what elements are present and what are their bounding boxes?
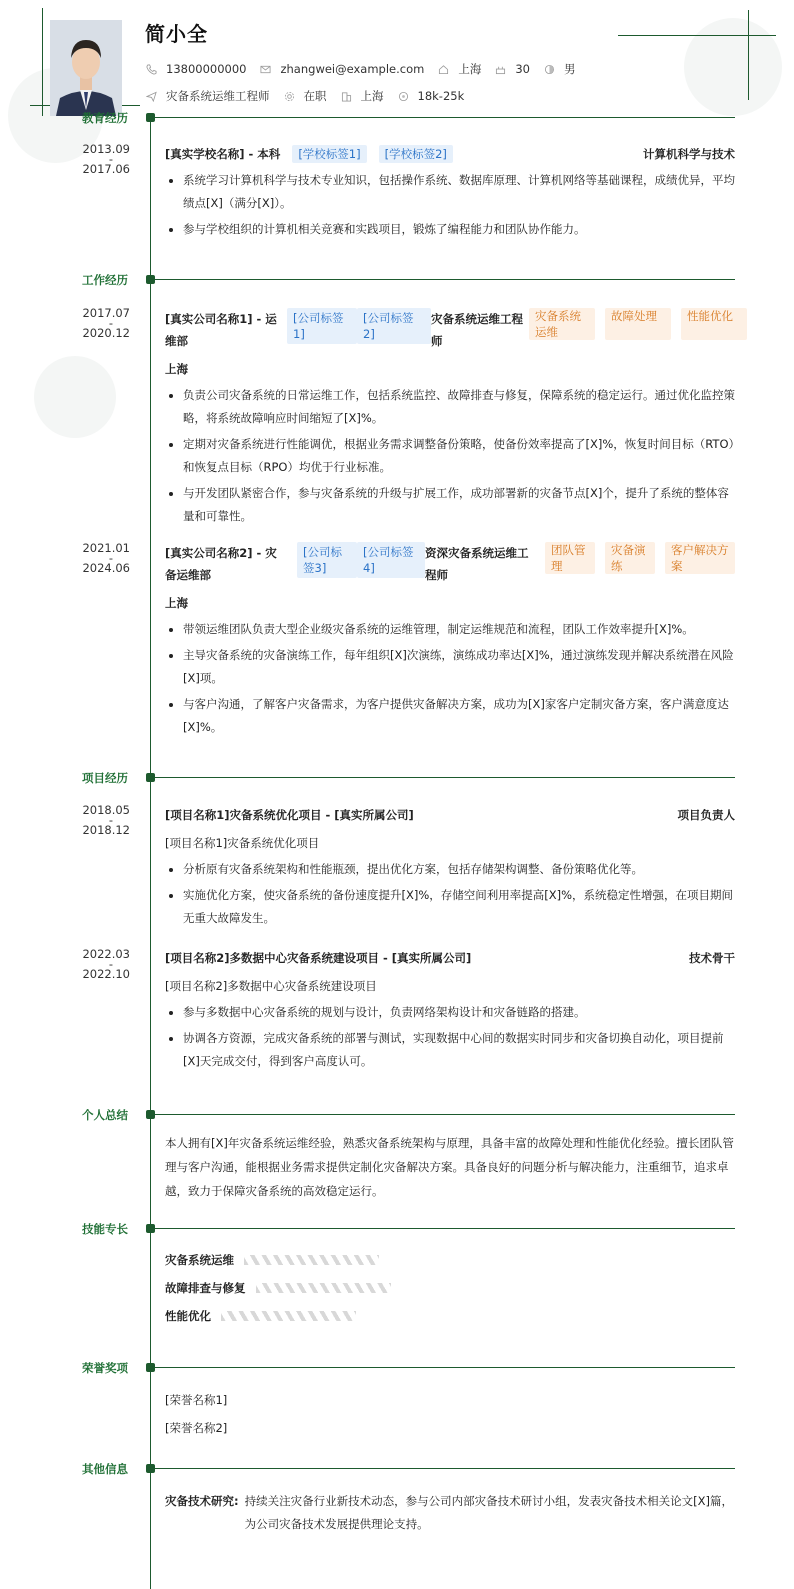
end-date: 2018.12 [82, 823, 130, 837]
summary-text: 本人拥有[X]年灾备系统运维经验，熟悉灾备系统架构与原理，具备丰富的故障处理和性能优化经验。擅长团队管理与客户沟通，能根据业务需求提供定制化灾备解决方案。具备良好的问题分析与解决能力，注重细节，追求卓越，致力于保障灾备系统的高效稳定运行。 [165, 1136, 734, 1198]
work-location: 上海 [165, 362, 188, 376]
decor-circle [34, 356, 116, 438]
section-title: 技能专长 [82, 1222, 128, 1236]
other-text: 持续关注灾备行业新技术动态，参与公司内部灾备技术研讨小组，发表灾备技术相关论文[X]篇，为公司灾备技术发展提供理论支持。 [244, 1494, 733, 1531]
decor-line [618, 35, 776, 36]
honors-list [165, 1386, 735, 1442]
honor-item: [荣誉名称2] [165, 1421, 228, 1435]
other-info [165, 1490, 735, 1536]
phone-text: 13800000000 [166, 62, 247, 76]
skill-level-bar [221, 1311, 356, 1321]
skill-tag: 性能优化 [681, 308, 747, 340]
list-item: 分析原有灾备系统架构和性能瓶颈，提出优化方案，包括存储架构调整、备份策略优化等。 [165, 858, 735, 881]
project-title-line [165, 947, 735, 970]
school-name: [真实学校名称] - 本科 [165, 147, 281, 161]
status-item [284, 88, 327, 104]
job-title-text: 灾备系统运维工程师 [166, 89, 270, 103]
list-item: 参与多数据中心灾备系统的规划与设计，负责网络架构设计和灾备链路的搭建。 [165, 1001, 735, 1024]
company-tag: [公司标签1] [287, 308, 357, 344]
section-rule [150, 777, 735, 778]
skill-name: 性能优化 [165, 1308, 211, 1323]
skill-name: 灾备系统运维 [165, 1252, 234, 1267]
company-name: [真实公司名称2] - 灾备运维部 [165, 546, 277, 582]
cake-icon [495, 64, 506, 75]
work-entry [165, 542, 735, 739]
skill-tag: 团队管理 [545, 542, 595, 574]
expected-city-text: 上海 [360, 89, 384, 103]
list-item: 协调各方资源，完成灾备系统的部署与测试，实现数据中心间的数据实时同步和灾备切换自动化，项目提前[X]天完成交付，得到客户高度认可。 [165, 1027, 735, 1073]
school-tag: [学校标签1] [292, 145, 366, 163]
section-title: 教育经历 [82, 111, 128, 125]
expected-city-item [341, 88, 384, 104]
list-item: 定期对灾备系统进行性能调优，根据业务需求调整备份策略，使备份效率提高了[X]%，恢复时间目标（RTO）和恢复点目标（RPO）均优于行业标准。 [165, 433, 735, 479]
major: 计算机科学与技术 [643, 147, 735, 161]
education-entry [165, 143, 735, 241]
skill-row [165, 1246, 735, 1274]
date-dash: - [108, 152, 114, 166]
section-title: 荣誉奖项 [82, 1361, 128, 1375]
list-item: 与开发团队紧密合作，参与灾备系统的升级与扩展工作，成功部署新的灾备节点[X]个，提升了系统的整体容量和可靠性。 [165, 482, 735, 528]
company-tag: [公司标签4] [357, 542, 425, 578]
skill-tag: 故障处理 [605, 308, 671, 340]
city-item [438, 61, 481, 77]
skill-name: 故障排查与修复 [165, 1280, 246, 1295]
section-title: 项目经历 [82, 771, 128, 785]
project-role: 项目负责人 [677, 808, 735, 822]
position: 灾备系统运维工程师 [431, 312, 523, 348]
education-title-line [165, 143, 735, 166]
company-tag: [公司标签3] [297, 542, 357, 578]
status-text: 在职 [303, 89, 327, 103]
home-icon [438, 64, 449, 75]
start-date: 2018.05 [82, 803, 130, 817]
section-title: 其他信息 [82, 1462, 128, 1476]
end-date: 2017.06 [82, 162, 130, 176]
skill-level-bar [244, 1255, 379, 1265]
start-date: 2021.01 [82, 541, 130, 555]
project-title: [项目名称1]灾备系统优化项目 - [真实所属公司] [165, 808, 414, 822]
list-item: 主导灾备系统的灾备演练工作，每年组织[X]次演练，演练成功率达[X]%，通过演练发现并解决系统潜在风险[X]项。 [165, 644, 735, 690]
skills-list [165, 1246, 735, 1330]
contact-info-row [146, 61, 589, 77]
skill-tag: 灾备系统运维 [529, 308, 595, 340]
skill-tag: 客户解决方案 [665, 542, 735, 574]
skill-row [165, 1274, 735, 1302]
age-item [495, 62, 530, 76]
work-date [70, 308, 130, 339]
gender-item [544, 61, 576, 77]
start-date: 2013.09 [82, 142, 130, 156]
project-subtitle: [项目名称1]灾备系统优化项目 [165, 836, 320, 850]
city-text: 上海 [458, 62, 482, 76]
phone-icon [146, 64, 157, 75]
date-dash: - [108, 316, 114, 330]
age-text: 30 [515, 62, 530, 76]
section-rule [150, 1228, 735, 1229]
school-tag: [学校标签2] [379, 145, 453, 163]
section-other [0, 1461, 794, 1475]
mail-icon [260, 64, 271, 75]
date-dash: - [108, 957, 114, 971]
section-honors [0, 1360, 794, 1374]
date-dash: - [108, 551, 114, 565]
list-item: 负责公司灾备系统的日常运维工作，包括系统监控、故障排查与修复，保障系统的稳定运行。通过优化监控策略，将系统故障响应时间缩短了[X]%。 [165, 384, 735, 430]
list-item: 与客户沟通，了解客户灾备需求，为客户提供灾备解决方案，成功为[X]家客户定制灾备方案，客户满意度达[X]%。 [165, 693, 735, 739]
section-rule [150, 117, 735, 118]
section-title: 个人总结 [82, 1108, 128, 1122]
job-title-item [146, 88, 270, 104]
other-label: 灾备技术研究: [165, 1494, 239, 1508]
list-item: 带领运维团队负责大型企业级灾备系统的运维管理，制定运维规范和流程，团队工作效率提升[X]%。 [165, 618, 735, 641]
company-tag: [公司标签2] [357, 308, 431, 344]
project-entry [165, 947, 735, 1073]
list-item: 实施优化方案，使灾备系统的备份速度提升[X]%，存储空间利用率提高[X]%，系统稳定性增强，在项目期间无重大故障发生。 [165, 884, 735, 930]
list-item: 参与学校组织的计算机相关竞赛和实践项目，锻炼了编程能力和团队协作能力。 [165, 218, 735, 241]
project-title: [项目名称2]多数据中心灾备系统建设项目 - [真实所属公司] [165, 951, 472, 965]
project-date [70, 805, 130, 836]
section-projects [0, 770, 794, 784]
project-title-line [165, 804, 735, 827]
end-date: 2020.12 [82, 326, 130, 340]
end-date: 2024.06 [82, 561, 130, 575]
start-date: 2017.07 [82, 306, 130, 320]
section-rule [150, 1114, 735, 1115]
work-entry [165, 308, 735, 528]
date-dash: - [108, 813, 114, 827]
candidate-name: 简小全 [145, 22, 208, 46]
section-skills [0, 1221, 794, 1235]
honor-item: [荣誉名称1] [165, 1393, 228, 1407]
project-date [70, 949, 130, 980]
gear-icon [284, 91, 295, 102]
section-title: 工作经历 [82, 273, 128, 287]
money-icon [398, 91, 409, 102]
phone-item [146, 62, 246, 76]
salary-text: 18k-25k [417, 89, 465, 103]
list-item: 系统学习计算机科学与技术专业知识，包括操作系统、数据库原理、计算机网络等基础课程，成绩优异，平均绩点[X]（满分[X]）。 [165, 169, 735, 215]
email-item [260, 62, 424, 76]
project-subtitle: [项目名称2]多数据中心灾备系统建设项目 [165, 979, 377, 993]
section-rule [150, 1468, 735, 1469]
project-entry [165, 804, 735, 930]
skill-row [165, 1302, 735, 1330]
section-rule [150, 279, 735, 280]
project-role: 技术骨干 [689, 951, 735, 965]
email-text: zhangwei@example.com [280, 62, 425, 76]
job-info-row [146, 88, 478, 104]
position: 资深灾备系统运维工程师 [425, 546, 529, 582]
gender-text: 男 [563, 62, 576, 76]
education-date [70, 144, 130, 175]
decor-line [748, 10, 749, 100]
section-work [0, 272, 794, 286]
send-icon [146, 91, 157, 102]
start-date: 2022.03 [82, 947, 130, 961]
section-education [0, 110, 794, 124]
section-rule [150, 1367, 735, 1368]
other-row [165, 1490, 735, 1536]
avatar-photo [50, 20, 122, 116]
building-icon [341, 91, 352, 102]
company-name: [真实公司名称1] - 运维部 [165, 312, 277, 348]
work-date [70, 543, 130, 574]
decor-line [42, 8, 43, 116]
skill-tag: 灾备演练 [605, 542, 655, 574]
end-date: 2022.10 [82, 967, 130, 981]
work-location: 上海 [165, 596, 188, 610]
salary-item [398, 89, 465, 103]
skill-level-bar [256, 1283, 391, 1293]
section-summary [0, 1107, 794, 1121]
decor-circle [684, 18, 782, 116]
gender-icon [544, 64, 555, 75]
